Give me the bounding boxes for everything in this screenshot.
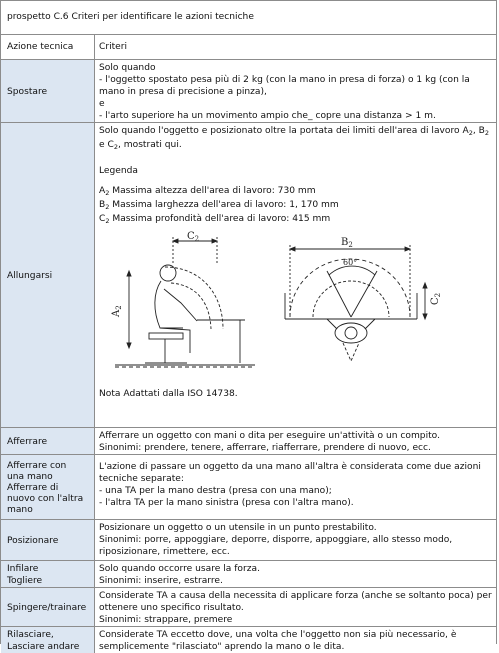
table-row	[1, 561, 496, 588]
row-label-posizionare: Posizionare	[1, 520, 95, 561]
legend-item: $C_2$ Massima profondità dell'area di lavoro: 415 mm	[99, 213, 492, 227]
label-angle: 60°	[343, 258, 357, 267]
criteria-line: Considerate TA a causa della necessita di applicare forza (anche se soltanto poca) per	[99, 590, 492, 602]
row-criteria-posizionare	[95, 520, 497, 561]
criteria-line: e $C_2$, mostrati qui.	[99, 139, 492, 153]
criteria-line: ottenere uno specifico risultato.	[99, 602, 492, 614]
table-row	[1, 123, 496, 428]
row-label-spingere: Spingere/trainare	[1, 588, 95, 627]
row-criteria-afferrare-altra	[95, 455, 497, 520]
row-label-afferrare-altra: Afferrare con una mano Afferrare di nuovo con l'altra mano	[1, 455, 95, 520]
figure-note: Nota Adattati dalla ISO 14738.	[99, 388, 492, 400]
header-azione: Azione tecnica	[1, 35, 95, 60]
criteria-line: Sinonimi: prendere, tenere, afferrare, riafferrare, prendere di nuovo, ecc.	[99, 442, 492, 454]
legend-title: Legenda	[99, 165, 492, 177]
row-criteria-allungarsi	[95, 123, 497, 428]
criteria-line: Solo quando	[99, 62, 492, 74]
criteria-line: - una TA per la mano destra (presa con una mano);	[99, 485, 492, 497]
label-c2-top: $C_2$	[430, 293, 442, 305]
row-criteria-rilasciare	[95, 627, 497, 653]
criteria-line: - l'altra TA per la mano sinistra (presa con l'altra mano).	[99, 497, 492, 509]
criteria-line: - l'oggetto spostato pesa più di 2 kg (con la mano in presa di forza) o 1 kg (con la	[99, 74, 492, 86]
criteria-line: Considerate TA eccetto dove, una volta che l'oggetto non sia più necessario, è	[99, 629, 492, 641]
criteria-line: e	[99, 98, 492, 110]
workarea-figure	[105, 233, 435, 383]
criteria-line: Sinonimi: porre, appoggiare, deporre, disporre, appoggiare, allo stesso modo,	[99, 534, 492, 546]
table-title: prospetto C.6 Criteri per identificare le azioni tecniche	[1, 1, 496, 35]
intro-text-c: , mostrati qui.	[118, 140, 182, 150]
row-criteria-afferrare	[95, 428, 497, 455]
spacer	[99, 153, 492, 165]
row-label-rilasciare: Rilasciare, Lasciare andare	[1, 627, 95, 653]
table-row	[1, 520, 496, 561]
legend-item: $B_2$ Massima larghezza dell'area di lavoro: 1, 170 mm	[99, 199, 492, 213]
table-header-row	[1, 35, 496, 60]
criteria-line: L'azione di passare un oggetto da una mano all'altra è considerata come due azioni	[99, 461, 492, 473]
row-criteria-spingere	[95, 588, 497, 627]
table-row	[1, 588, 496, 627]
criteria-line: Sinonimi: strappare, premere	[99, 614, 492, 626]
label-b2: $B_2$	[341, 237, 353, 249]
table-row	[1, 627, 496, 653]
criteria-line: - l'arto superiore ha un movimento ampio che_ copre una distanza > 1 m.	[99, 110, 492, 122]
intro-text-b: e C	[99, 140, 114, 150]
row-label-infilare: Infilare Togliere	[1, 561, 95, 588]
criteria-line: tecniche separate:	[99, 473, 492, 485]
criteria-line: semplicemente "rilasciato" aprendo la mano o le dita.	[99, 641, 492, 653]
legend-item: $A_2$ Massima altezza dell'area di lavoro: 730 mm	[99, 185, 492, 199]
criteria-line: Sinonimi: inserire, estrarre.	[99, 575, 492, 587]
row-label-spostare: Spostare	[1, 60, 95, 123]
row-label-allungarsi: Allungarsi	[1, 123, 95, 428]
criteria-line: Solo quando occorre usare la forza.	[99, 563, 492, 575]
criteria-line: Afferrare un oggetto con mani o dita per eseguire un'attività o un compito.	[99, 430, 492, 442]
criteria-line: Posizionare un oggetto o un utensile in un punto prestabilito.	[99, 522, 492, 534]
header-criteri: Criteri	[95, 35, 497, 60]
criteria-line: Solo quando l'oggetto e posizionato oltre la portata dei limiti dell'area di lavoro $A_2$, $B_2$	[99, 125, 492, 139]
table-row	[1, 428, 496, 455]
label-a2: $A_2$	[111, 305, 123, 318]
table-row	[1, 60, 496, 123]
label-c2: $C_2$	[187, 231, 199, 243]
spacer	[99, 177, 492, 185]
criteria-line: riposizionare, rimettere, ecc.	[99, 546, 492, 558]
row-criteria-infilare	[95, 561, 497, 588]
criteria-table	[1, 35, 496, 653]
table-row	[1, 455, 496, 520]
row-label-afferrare: Afferrare	[1, 428, 95, 455]
intro-text: Solo quando l'oggetto e posizionato oltre la portata dei limiti dell'area di lavoro A	[99, 126, 469, 136]
criteria-line: mano in presa di precisione a pinza),	[99, 86, 492, 98]
row-criteria-spostare	[95, 60, 497, 123]
side-view-diagram	[115, 237, 255, 367]
